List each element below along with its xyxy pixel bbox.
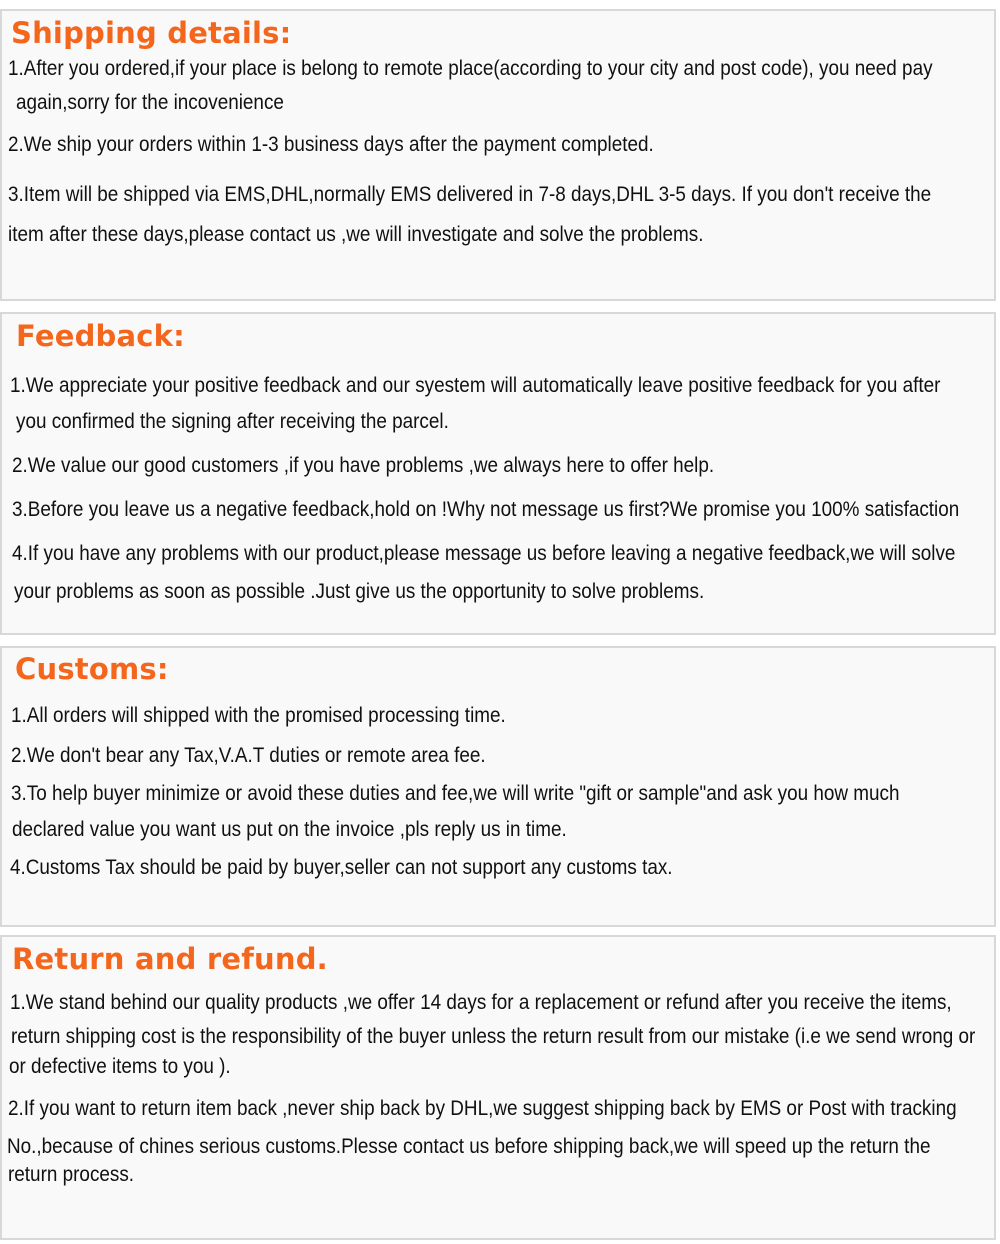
section-title: Feedback: <box>16 319 185 353</box>
section-text-line: 1.After you ordered,if your place is belong to remote place(according to your city and post code), you need pay <box>8 57 933 80</box>
section-text-line: 4.If you have any problems with our product,please message us before leaving a negative feedback,we will solve <box>12 542 956 565</box>
section-text-line: item after these days,please contact us ,we will investigate and solve the problems. <box>8 223 704 246</box>
section-title: Customs: <box>15 652 169 686</box>
section-text-line: or defective items to you ). <box>9 1055 231 1078</box>
section-text-line: you confirmed the signing after receiving the parcel. <box>16 410 449 433</box>
section-text-line: 3.Item will be shipped via EMS,DHL,normally EMS delivered in 7-8 days,DHL 3-5 days. If you don't receive the <box>8 183 932 206</box>
section-text-line: 2.We value our good customers ,if you have problems ,we always here to offer help. <box>12 454 715 477</box>
section-text-line: declared value you want us put on the invoice ,pls reply us in time. <box>12 818 567 841</box>
section-text-line: 3.Before you leave us a negative feedback,hold on !Why not message us first?We promise you 100% satisfaction <box>12 498 960 521</box>
section-text-line: 1.We appreciate your positive feedback and our syestem will automatically leave positive feedback for you after <box>10 374 941 397</box>
section-text-line: again,sorry for the incovenience <box>16 91 284 114</box>
shipping-details-section <box>0 9 996 301</box>
return-refund-section <box>0 935 996 1240</box>
section-title: Return and refund. <box>12 942 328 976</box>
feedback-section <box>0 312 996 635</box>
section-title: Shipping details: <box>11 16 292 50</box>
section-text-line: 2.We ship your orders within 1-3 business days after the payment completed. <box>8 133 654 156</box>
section-text-line: 4.Customs Tax should be paid by buyer,seller can not support any customs tax. <box>10 856 673 879</box>
section-text-line: 3.To help buyer minimize or avoid these duties and fee,we will write "gift or sample"and ask you how much <box>11 782 900 805</box>
section-text-line: return shipping cost is the responsibility of the buyer unless the return result from our mistake (i.e we send wrong or <box>11 1025 976 1048</box>
section-text-line: 1.All orders will shipped with the promised processing time. <box>11 704 506 727</box>
section-text-line: your problems as soon as possible .Just give us the opportunity to solve problems. <box>14 580 705 603</box>
section-text-line: 2.We don't bear any Tax,V.A.T duties or remote area fee. <box>11 744 486 767</box>
section-text-line: No.,because of chines serious customs.Plesse contact us before shipping back,we will speed up the return the <box>7 1135 931 1158</box>
section-text-line: 1.We stand behind our quality products ,we offer 14 days for a replacement or refund after you receive the items, <box>10 991 952 1014</box>
customs-section <box>0 646 996 927</box>
section-text-line: return process. <box>8 1163 135 1186</box>
section-text-line: 2.If you want to return item back ,never ship back by DHL,we suggest shipping back by EMS or Post with tracking <box>8 1097 957 1120</box>
